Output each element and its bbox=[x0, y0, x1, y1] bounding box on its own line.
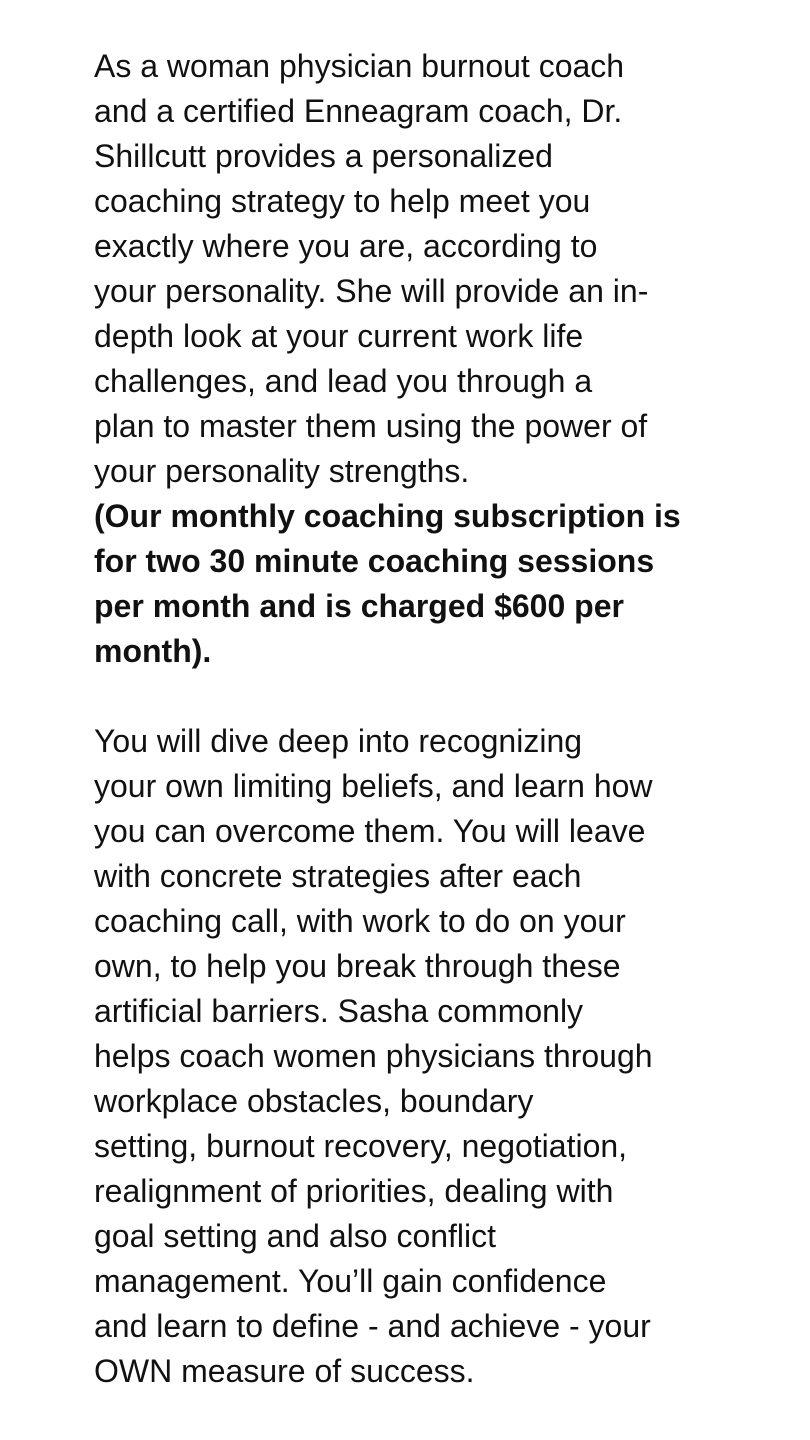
coaching-description bbox=[94, 44, 734, 1394]
details-paragraph: You will dive deep into recognizing your own limiting beliefs, and learn how you can overcome them. You will leave with concrete strategies after each coaching call, with work to do on your own, to help you break through these artificial barriers. Sasha commonly helps coach women physicians through workplace obstacles, boundary setting, burnout recovery, negotiation, realignment of priorities, dealing with goal setting and also conflict management. You’ll gain confidence and learn to define - and achieve - your OWN measure of success. bbox=[94, 723, 653, 1389]
paragraph-spacer bbox=[94, 674, 734, 719]
subscription-note: (Our monthly coaching subscription is for two 30 minute coaching sessions per month and is charged $600 per month). bbox=[94, 498, 681, 669]
intro-paragraph: As a woman physician burnout coach and a certified Enneagram coach, Dr. Shillcutt provides a personalized coaching strategy to help meet you exactly where you are, according to your personality. She will provide an in- depth look at your current work life challenges, and lead you through a plan to master them using the power of your personality strengths. bbox=[94, 48, 649, 489]
